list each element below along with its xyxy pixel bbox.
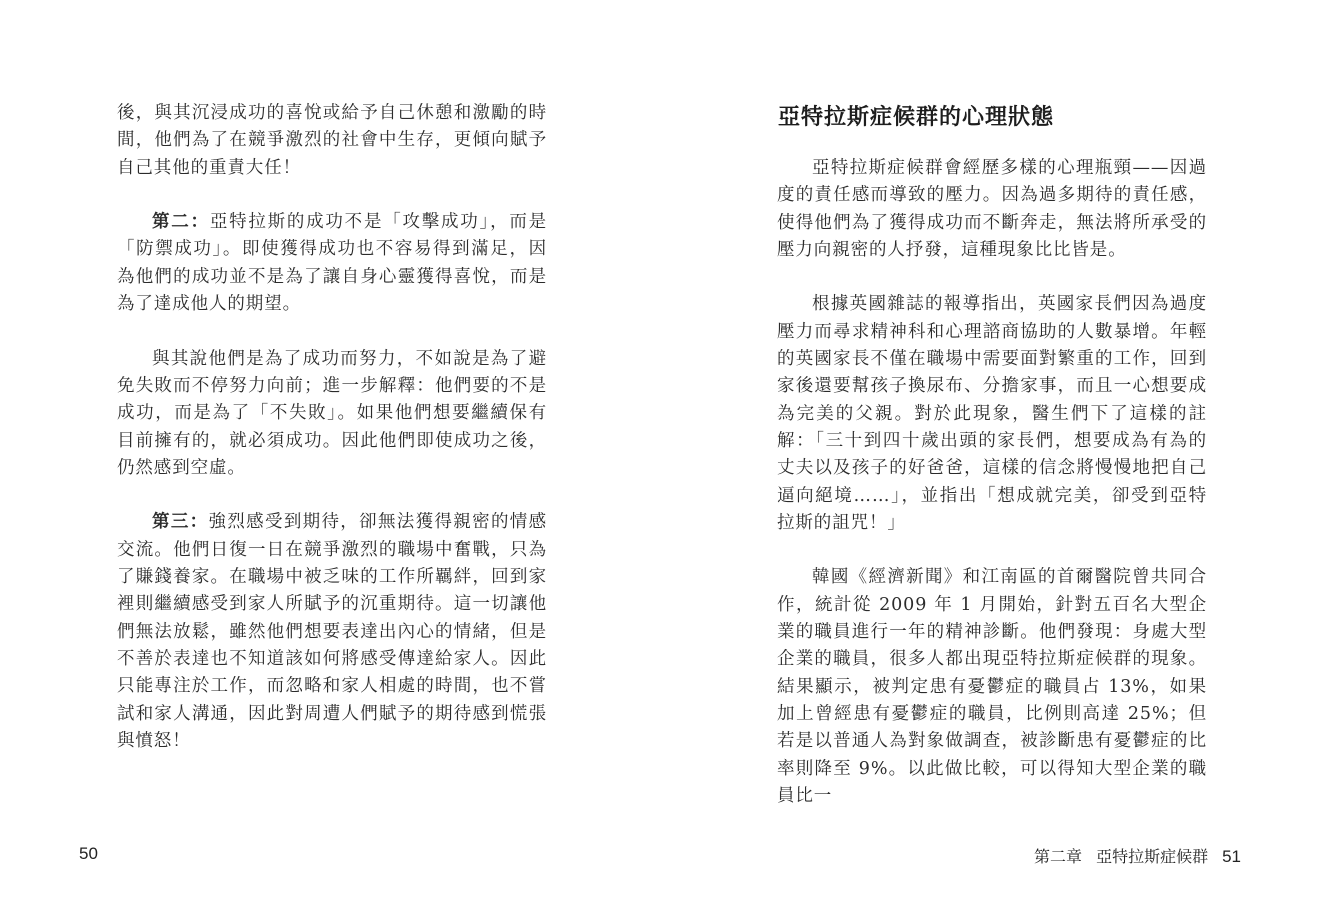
paragraph-text: 後，與其沉浸成功的喜悅或給予自己休憩和激勵的時間，他們為了在競爭激烈的社會中生存，更傾向賦予自己其他的重責大任！ [117,103,547,178]
paragraph [117,100,547,182]
footer-chapter: 第二章 [1034,847,1083,866]
paragraph-text: 與其說他們是為了成功而努力，不如說是為了避免失敗而不停努力向前；進一步解釋：他們要的不是成功，而是為了「不失敗」。如果他們想要繼續保有目前擁有的，就必須成功。因此他們即使成功之後，仍然感到空虛。 [117,348,547,478]
paragraph-lead: 第三： [152,512,209,533]
paragraph [117,209,547,318]
paragraph [777,564,1207,810]
paragraph-lead: 第二： [152,212,210,233]
section-title: 亞特拉斯症候群的心理狀態 [778,105,1055,130]
left-text-column [117,100,547,782]
paragraph-text: 韓國《經濟新聞》和江南區的首爾醫院曾共同合作，統計從 2009 年 1 月開始，針對五百名大型企業的職員進行一年的精神診斷。他們發現：身處大型企業的職員，很多人都出現亞特拉斯症候群的現象。結果顯示，被判定患有憂鬱症的職員占 13%，如果加上曾經患有憂鬱症的職員，比例則高達 25%；但若是以普通人為對象做調查，被診斷患有憂鬱症的比率則降至 9%。以此做比較，可以得知大型企業的職員比一 [777,567,1207,806]
paragraph [777,291,1207,537]
paragraph [777,155,1207,264]
paragraph-text: 強烈感受到期待，卻無法獲得親密的情感交流。他們日復一日在競爭激烈的職場中奮戰，只為了賺錢養家。在職場中被乏味的工作所羈絆，回到家裡則繼續感受到家人所賦予的沉重期待。這一切讓他們無法放鬆，雖然他們想要表達出內心的情緒，但是不善於表達也不知道該如何將感受傳達給家人。因此只能專注於工作，而忽略和家人相處的時間，也不嘗試和家人溝通，因此對周遭人們賦予的期待感到慌張與憤怒！ [117,512,548,751]
right-page [661,0,1323,922]
page-number: 51 [1222,847,1241,866]
running-footer [1034,844,1241,867]
paragraph [117,509,547,755]
paragraph-text: 亞特拉斯症候群會經歷多樣的心理瓶頸——因過度的責任感而導致的壓力。因為過多期待的責任感，使得他們為了獲得成功而不斷奔走，無法將所承受的壓力向親密的人抒發，這種現象比比皆是。 [777,158,1207,260]
paragraph-text: 亞特拉斯的成功不是「攻擊成功」，而是「防禦成功」。即使獲得成功也不容易得到滿足，因為他們的成功並不是為了讓自身心靈獲得喜悅，而是為了達成他人的期望。 [117,212,548,315]
footer-title: 亞特拉斯症候群 [1096,847,1209,866]
page-number: 50 [79,844,98,863]
paragraph [117,346,547,482]
right-text-column [777,155,1207,837]
paragraph-text: 根據英國雜誌的報導指出，英國家長們因為過度壓力而尋求精神科和心理諮商協助的人數暴增。年輕的英國家長不僅在職場中需要面對繁重的工作，回到家後還要幫孩子換尿布、分擔家事，而且一心想要成為完美的父親。對於此現象，醫生們下了這樣的註解：「三十到四十歲出頭的家長們，想要成為有為的丈夫以及孩子的好爸爸，這樣的信念將慢慢地把自己逼向絕境……」，並指出「想成就完美，卻受到亞特拉斯的詛咒！」 [777,294,1207,533]
left-page [0,0,661,922]
